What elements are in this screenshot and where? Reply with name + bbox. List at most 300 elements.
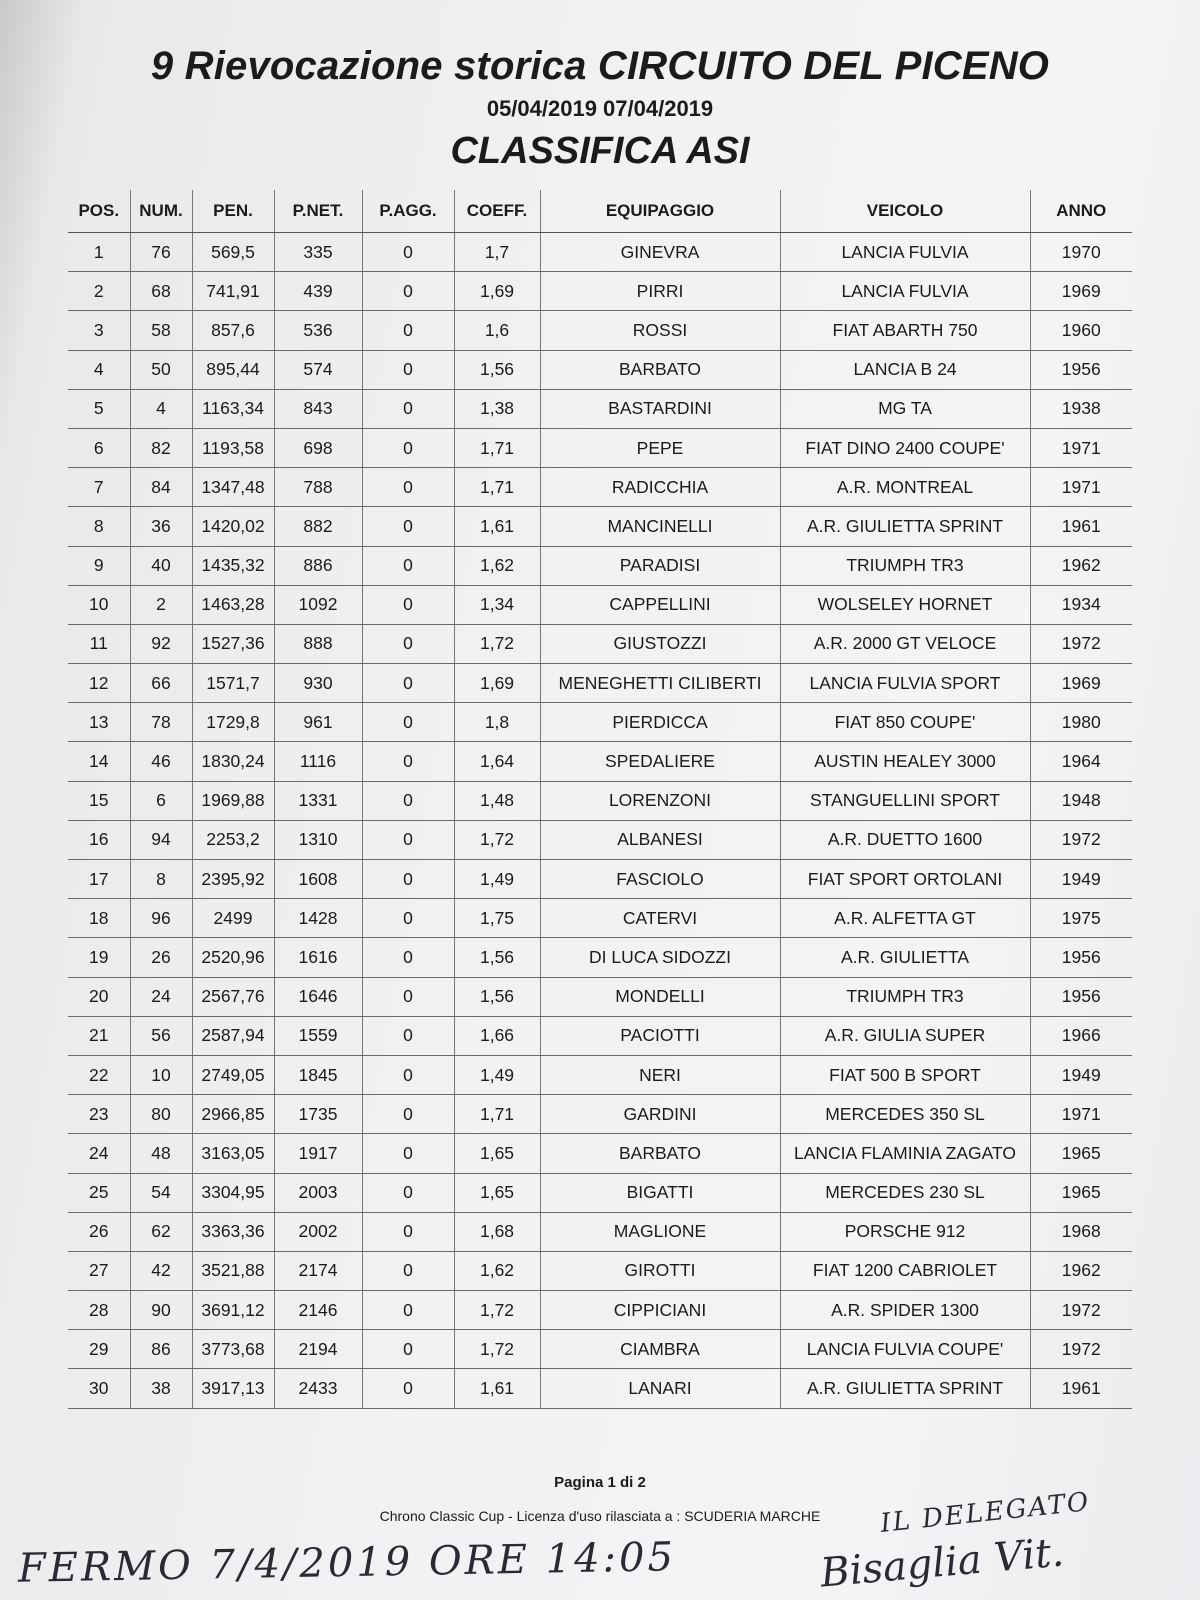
cell-veicolo: A.R. GIULIETTA SPRINT	[780, 507, 1030, 546]
cell-pen: 1347,48	[192, 468, 274, 507]
cell-pagg: 0	[362, 742, 454, 781]
table-row	[68, 546, 1132, 585]
cell-pagg: 0	[362, 272, 454, 311]
cell-equipaggio: BIGATTI	[540, 1173, 780, 1212]
cell-pagg: 0	[362, 507, 454, 546]
cell-pagg: 0	[362, 860, 454, 899]
cell-anno: 1948	[1030, 781, 1132, 820]
cell-num: 66	[130, 664, 192, 703]
cell-equipaggio: LANARI	[540, 1369, 780, 1408]
table-row	[68, 703, 1132, 742]
cell-coeff: 1,34	[454, 585, 540, 624]
column-header-num: NUM.	[130, 190, 192, 233]
cell-anno: 1971	[1030, 428, 1132, 467]
cell-num: 46	[130, 742, 192, 781]
cell-veicolo: A.R. GIULIA SUPER	[780, 1016, 1030, 1055]
cell-num: 8	[130, 860, 192, 899]
cell-coeff: 1,66	[454, 1016, 540, 1055]
cell-equipaggio: ALBANESI	[540, 820, 780, 859]
cell-pos: 16	[68, 820, 130, 859]
cell-pen: 2253,2	[192, 820, 274, 859]
cell-pagg: 0	[362, 585, 454, 624]
cell-num: 84	[130, 468, 192, 507]
column-header-coeff: COEFF.	[454, 190, 540, 233]
cell-veicolo: A.R. MONTREAL	[780, 468, 1030, 507]
table-row	[68, 1291, 1132, 1330]
column-header-pos: POS.	[68, 190, 130, 233]
cell-anno: 1961	[1030, 1369, 1132, 1408]
cell-anno: 1975	[1030, 899, 1132, 938]
cell-coeff: 1,69	[454, 272, 540, 311]
cell-equipaggio: LORENZONI	[540, 781, 780, 820]
cell-pos: 13	[68, 703, 130, 742]
cell-num: 76	[130, 233, 192, 272]
table-row	[68, 1369, 1132, 1408]
cell-pnet: 2002	[274, 1212, 362, 1251]
cell-pnet: 1092	[274, 585, 362, 624]
cell-equipaggio: CAPPELLINI	[540, 585, 780, 624]
cell-veicolo: FIAT DINO 2400 COUPE'	[780, 428, 1030, 467]
cell-veicolo: MG TA	[780, 389, 1030, 428]
cell-coeff: 1,56	[454, 938, 540, 977]
cell-pos: 27	[68, 1251, 130, 1290]
table-row	[68, 272, 1132, 311]
cell-veicolo: LANCIA FULVIA COUPE'	[780, 1330, 1030, 1369]
cell-num: 24	[130, 977, 192, 1016]
table-row	[68, 781, 1132, 820]
cell-pos: 25	[68, 1173, 130, 1212]
cell-pnet: 886	[274, 546, 362, 585]
cell-coeff: 1,72	[454, 820, 540, 859]
cell-pen: 3304,95	[192, 1173, 274, 1212]
column-header-pen: PEN.	[192, 190, 274, 233]
cell-coeff: 1,62	[454, 1251, 540, 1290]
cell-pos: 24	[68, 1134, 130, 1173]
cell-coeff: 1,71	[454, 1095, 540, 1134]
cell-pos: 18	[68, 899, 130, 938]
table-row	[68, 507, 1132, 546]
cell-pagg: 0	[362, 468, 454, 507]
cell-coeff: 1,38	[454, 389, 540, 428]
cell-coeff: 1,8	[454, 703, 540, 742]
cell-num: 58	[130, 311, 192, 350]
cell-pnet: 2194	[274, 1330, 362, 1369]
cell-veicolo: MERCEDES 350 SL	[780, 1095, 1030, 1134]
cell-pen: 569,5	[192, 233, 274, 272]
cell-pos: 7	[68, 468, 130, 507]
cell-pagg: 0	[362, 350, 454, 389]
cell-equipaggio: GIROTTI	[540, 1251, 780, 1290]
column-header-pnet: P.NET.	[274, 190, 362, 233]
cell-coeff: 1,48	[454, 781, 540, 820]
cell-num: 80	[130, 1095, 192, 1134]
table-row	[68, 860, 1132, 899]
cell-pos: 11	[68, 624, 130, 663]
cell-equipaggio: BASTARDINI	[540, 389, 780, 428]
cell-num: 96	[130, 899, 192, 938]
results-table	[68, 190, 1132, 1409]
cell-num: 26	[130, 938, 192, 977]
cell-equipaggio: MONDELLI	[540, 977, 780, 1016]
cell-pen: 3773,68	[192, 1330, 274, 1369]
cell-equipaggio: ROSSI	[540, 311, 780, 350]
cell-num: 78	[130, 703, 192, 742]
cell-pnet: 698	[274, 428, 362, 467]
cell-pagg: 0	[362, 938, 454, 977]
cell-equipaggio: RADICCHIA	[540, 468, 780, 507]
cell-veicolo: LANCIA FULVIA	[780, 272, 1030, 311]
cell-pnet: 1428	[274, 899, 362, 938]
cell-anno: 1964	[1030, 742, 1132, 781]
cell-coeff: 1,7	[454, 233, 540, 272]
cell-equipaggio: PACIOTTI	[540, 1016, 780, 1055]
cell-anno: 1962	[1030, 546, 1132, 585]
cell-pagg: 0	[362, 1291, 454, 1330]
cell-pen: 2395,92	[192, 860, 274, 899]
cell-num: 40	[130, 546, 192, 585]
cell-pnet: 1331	[274, 781, 362, 820]
cell-num: 36	[130, 507, 192, 546]
cell-anno: 1970	[1030, 233, 1132, 272]
cell-veicolo: A.R. 2000 GT VELOCE	[780, 624, 1030, 663]
cell-coeff: 1,6	[454, 311, 540, 350]
cell-anno: 1961	[1030, 507, 1132, 546]
cell-pagg: 0	[362, 703, 454, 742]
cell-coeff: 1,68	[454, 1212, 540, 1251]
cell-equipaggio: BARBATO	[540, 350, 780, 389]
cell-pen: 1571,7	[192, 664, 274, 703]
cell-pen: 1163,34	[192, 389, 274, 428]
cell-num: 62	[130, 1212, 192, 1251]
cell-equipaggio: DI LUCA SIDOZZI	[540, 938, 780, 977]
cell-veicolo: TRIUMPH TR3	[780, 546, 1030, 585]
table-row	[68, 1212, 1132, 1251]
cell-anno: 1972	[1030, 1330, 1132, 1369]
cell-pen: 3521,88	[192, 1251, 274, 1290]
cell-pnet: 843	[274, 389, 362, 428]
table-row	[68, 977, 1132, 1016]
handwritten-signature: Bisaglia Vit.	[818, 1529, 1066, 1597]
cell-pnet: 788	[274, 468, 362, 507]
cell-anno: 1971	[1030, 468, 1132, 507]
cell-pos: 17	[68, 860, 130, 899]
table-row	[68, 624, 1132, 663]
table-row	[68, 350, 1132, 389]
cell-anno: 1965	[1030, 1173, 1132, 1212]
cell-pen: 1435,32	[192, 546, 274, 585]
cell-num: 54	[130, 1173, 192, 1212]
cell-pnet: 1735	[274, 1095, 362, 1134]
cell-veicolo: FIAT 1200 CABRIOLET	[780, 1251, 1030, 1290]
cell-veicolo: TRIUMPH TR3	[780, 977, 1030, 1016]
cell-anno: 1934	[1030, 585, 1132, 624]
cell-pen: 1463,28	[192, 585, 274, 624]
cell-anno: 1972	[1030, 820, 1132, 859]
cell-pagg: 0	[362, 1369, 454, 1408]
cell-pen: 2567,76	[192, 977, 274, 1016]
document-title: 9 Rievocazione storica CIRCUITO DEL PICENO	[150, 44, 1050, 88]
cell-pagg: 0	[362, 977, 454, 1016]
cell-anno: 1949	[1030, 860, 1132, 899]
table-row	[68, 1251, 1132, 1290]
table-row	[68, 1016, 1132, 1055]
table-row	[68, 1095, 1132, 1134]
cell-pagg: 0	[362, 1095, 454, 1134]
table-row	[68, 820, 1132, 859]
cell-pnet: 2003	[274, 1173, 362, 1212]
cell-pnet: 1616	[274, 938, 362, 977]
cell-veicolo: LANCIA FULVIA SPORT	[780, 664, 1030, 703]
cell-coeff: 1,49	[454, 1055, 540, 1094]
cell-equipaggio: NERI	[540, 1055, 780, 1094]
cell-num: 86	[130, 1330, 192, 1369]
cell-coeff: 1,72	[454, 1330, 540, 1369]
cell-veicolo: STANGUELLINI SPORT	[780, 781, 1030, 820]
cell-pagg: 0	[362, 546, 454, 585]
cell-pos: 29	[68, 1330, 130, 1369]
column-header-anno: ANNO	[1030, 190, 1132, 233]
cell-pagg: 0	[362, 1016, 454, 1055]
table-row	[68, 742, 1132, 781]
cell-num: 90	[130, 1291, 192, 1330]
cell-pen: 2587,94	[192, 1016, 274, 1055]
cell-veicolo: WOLSELEY HORNET	[780, 585, 1030, 624]
cell-num: 82	[130, 428, 192, 467]
cell-coeff: 1,49	[454, 860, 540, 899]
cell-pnet: 335	[274, 233, 362, 272]
table-row	[68, 233, 1132, 272]
cell-pagg: 0	[362, 233, 454, 272]
cell-pnet: 439	[274, 272, 362, 311]
cell-pen: 1830,24	[192, 742, 274, 781]
cell-pen: 2499	[192, 899, 274, 938]
handwritten-place-time: FERMO 7/4/2019 ORE 14:05	[17, 1534, 677, 1592]
cell-pagg: 0	[362, 1055, 454, 1094]
cell-pos: 26	[68, 1212, 130, 1251]
cell-veicolo: FIAT 850 COUPE'	[780, 703, 1030, 742]
cell-anno: 1969	[1030, 272, 1132, 311]
cell-num: 50	[130, 350, 192, 389]
cell-coeff: 1,65	[454, 1173, 540, 1212]
cell-pen: 1420,02	[192, 507, 274, 546]
cell-pnet: 2146	[274, 1291, 362, 1330]
cell-pagg: 0	[362, 1330, 454, 1369]
table-header-row	[68, 190, 1132, 233]
license-note: Chrono Classic Cup - Licenza d'uso rilasciata a : SCUDERIA MARCHE	[379, 1508, 821, 1524]
cell-pagg: 0	[362, 664, 454, 703]
cell-num: 6	[130, 781, 192, 820]
cell-anno: 1956	[1030, 938, 1132, 977]
cell-pen: 2749,05	[192, 1055, 274, 1094]
cell-pos: 19	[68, 938, 130, 977]
event-dates: 05/04/2019 07/04/2019	[486, 96, 714, 121]
cell-pagg: 0	[362, 428, 454, 467]
cell-anno: 1972	[1030, 1291, 1132, 1330]
cell-anno: 1949	[1030, 1055, 1132, 1094]
cell-pos: 4	[68, 350, 130, 389]
cell-pos: 14	[68, 742, 130, 781]
table-row	[68, 585, 1132, 624]
cell-coeff: 1,62	[454, 546, 540, 585]
cell-equipaggio: PIRRI	[540, 272, 780, 311]
cell-num: 92	[130, 624, 192, 663]
cell-anno: 1969	[1030, 664, 1132, 703]
cell-equipaggio: MENEGHETTI CILIBERTI	[540, 664, 780, 703]
cell-pos: 9	[68, 546, 130, 585]
cell-pen: 741,91	[192, 272, 274, 311]
cell-anno: 1962	[1030, 1251, 1132, 1290]
cell-coeff: 1,72	[454, 1291, 540, 1330]
cell-num: 2	[130, 585, 192, 624]
cell-pen: 2966,85	[192, 1095, 274, 1134]
cell-pos: 1	[68, 233, 130, 272]
cell-veicolo: FIAT ABARTH 750	[780, 311, 1030, 350]
cell-equipaggio: CIPPICIANI	[540, 1291, 780, 1330]
cell-pnet: 2433	[274, 1369, 362, 1408]
cell-pos: 2	[68, 272, 130, 311]
cell-pos: 8	[68, 507, 130, 546]
table-row	[68, 468, 1132, 507]
cell-equipaggio: BARBATO	[540, 1134, 780, 1173]
cell-pnet: 882	[274, 507, 362, 546]
cell-pnet: 1608	[274, 860, 362, 899]
cell-pnet: 930	[274, 664, 362, 703]
cell-pos: 10	[68, 585, 130, 624]
column-header-veicolo: VEICOLO	[780, 190, 1030, 233]
cell-coeff: 1,61	[454, 507, 540, 546]
cell-num: 38	[130, 1369, 192, 1408]
cell-num: 10	[130, 1055, 192, 1094]
cell-coeff: 1,69	[454, 664, 540, 703]
cell-veicolo: LANCIA B 24	[780, 350, 1030, 389]
cell-coeff: 1,56	[454, 977, 540, 1016]
cell-pos: 15	[68, 781, 130, 820]
cell-pos: 12	[68, 664, 130, 703]
cell-veicolo: MERCEDES 230 SL	[780, 1173, 1030, 1212]
cell-pagg: 0	[362, 1173, 454, 1212]
cell-equipaggio: MAGLIONE	[540, 1212, 780, 1251]
cell-pnet: 1917	[274, 1134, 362, 1173]
cell-pagg: 0	[362, 820, 454, 859]
cell-pagg: 0	[362, 389, 454, 428]
table-row	[68, 1330, 1132, 1369]
cell-coeff: 1,72	[454, 624, 540, 663]
table-row	[68, 1134, 1132, 1173]
cell-equipaggio: SPEDALIERE	[540, 742, 780, 781]
cell-veicolo: A.R. GIULIETTA	[780, 938, 1030, 977]
table-row	[68, 311, 1132, 350]
table-row	[68, 1173, 1132, 1212]
cell-pen: 3917,13	[192, 1369, 274, 1408]
cell-pagg: 0	[362, 1251, 454, 1290]
cell-pen: 1193,58	[192, 428, 274, 467]
cell-pos: 30	[68, 1369, 130, 1408]
cell-pnet: 888	[274, 624, 362, 663]
table-row	[68, 1055, 1132, 1094]
cell-anno: 1956	[1030, 350, 1132, 389]
cell-pos: 6	[68, 428, 130, 467]
cell-veicolo: FIAT 500 B SPORT	[780, 1055, 1030, 1094]
cell-num: 94	[130, 820, 192, 859]
cell-pos: 23	[68, 1095, 130, 1134]
cell-pos: 3	[68, 311, 130, 350]
cell-pen: 3691,12	[192, 1291, 274, 1330]
cell-pagg: 0	[362, 1134, 454, 1173]
cell-anno: 1938	[1030, 389, 1132, 428]
cell-pen: 857,6	[192, 311, 274, 350]
cell-pos: 28	[68, 1291, 130, 1330]
cell-pen: 3163,05	[192, 1134, 274, 1173]
cell-coeff: 1,65	[454, 1134, 540, 1173]
cell-veicolo: A.R. SPIDER 1300	[780, 1291, 1030, 1330]
handwritten-role: IL DELEGATO	[879, 1487, 1092, 1539]
cell-pagg: 0	[362, 899, 454, 938]
cell-pnet: 1646	[274, 977, 362, 1016]
cell-coeff: 1,75	[454, 899, 540, 938]
cell-coeff: 1,71	[454, 468, 540, 507]
cell-pagg: 0	[362, 311, 454, 350]
cell-equipaggio: CIAMBRA	[540, 1330, 780, 1369]
cell-pnet: 574	[274, 350, 362, 389]
cell-pos: 5	[68, 389, 130, 428]
cell-pen: 1969,88	[192, 781, 274, 820]
cell-pen: 2520,96	[192, 938, 274, 977]
cell-pos: 20	[68, 977, 130, 1016]
cell-equipaggio: CATERVI	[540, 899, 780, 938]
cell-pos: 22	[68, 1055, 130, 1094]
cell-veicolo: A.R. DUETTO 1600	[780, 820, 1030, 859]
cell-pen: 895,44	[192, 350, 274, 389]
table-row	[68, 389, 1132, 428]
cell-pnet: 1845	[274, 1055, 362, 1094]
cell-anno: 1956	[1030, 977, 1132, 1016]
ranking-title: CLASSIFICA ASI	[450, 130, 750, 172]
cell-anno: 1971	[1030, 1095, 1132, 1134]
cell-num: 68	[130, 272, 192, 311]
cell-equipaggio: MANCINELLI	[540, 507, 780, 546]
table-row	[68, 428, 1132, 467]
cell-equipaggio: GARDINI	[540, 1095, 780, 1134]
table-row	[68, 664, 1132, 703]
table-row	[68, 899, 1132, 938]
cell-pagg: 0	[362, 781, 454, 820]
cell-pnet: 1116	[274, 742, 362, 781]
cell-equipaggio: PARADISI	[540, 546, 780, 585]
cell-equipaggio: GINEVRA	[540, 233, 780, 272]
cell-veicolo: A.R. ALFETTA GT	[780, 899, 1030, 938]
column-header-pagg: P.AGG.	[362, 190, 454, 233]
cell-veicolo: LANCIA FLAMINIA ZAGATO	[780, 1134, 1030, 1173]
cell-equipaggio: PIERDICCA	[540, 703, 780, 742]
cell-equipaggio: GIUSTOZZI	[540, 624, 780, 663]
cell-coeff: 1,56	[454, 350, 540, 389]
cell-veicolo: PORSCHE 912	[780, 1212, 1030, 1251]
cell-veicolo: AUSTIN HEALEY 3000	[780, 742, 1030, 781]
cell-pnet: 1310	[274, 820, 362, 859]
column-header-equipaggio: EQUIPAGGIO	[540, 190, 780, 233]
cell-anno: 1972	[1030, 624, 1132, 663]
cell-veicolo: LANCIA FULVIA	[780, 233, 1030, 272]
cell-pnet: 1559	[274, 1016, 362, 1055]
cell-coeff: 1,71	[454, 428, 540, 467]
cell-pen: 1527,36	[192, 624, 274, 663]
cell-num: 56	[130, 1016, 192, 1055]
cell-pen: 1729,8	[192, 703, 274, 742]
cell-anno: 1980	[1030, 703, 1132, 742]
cell-equipaggio: FASCIOLO	[540, 860, 780, 899]
page-number: Pagina 1 di 2	[554, 1474, 646, 1491]
cell-pos: 21	[68, 1016, 130, 1055]
